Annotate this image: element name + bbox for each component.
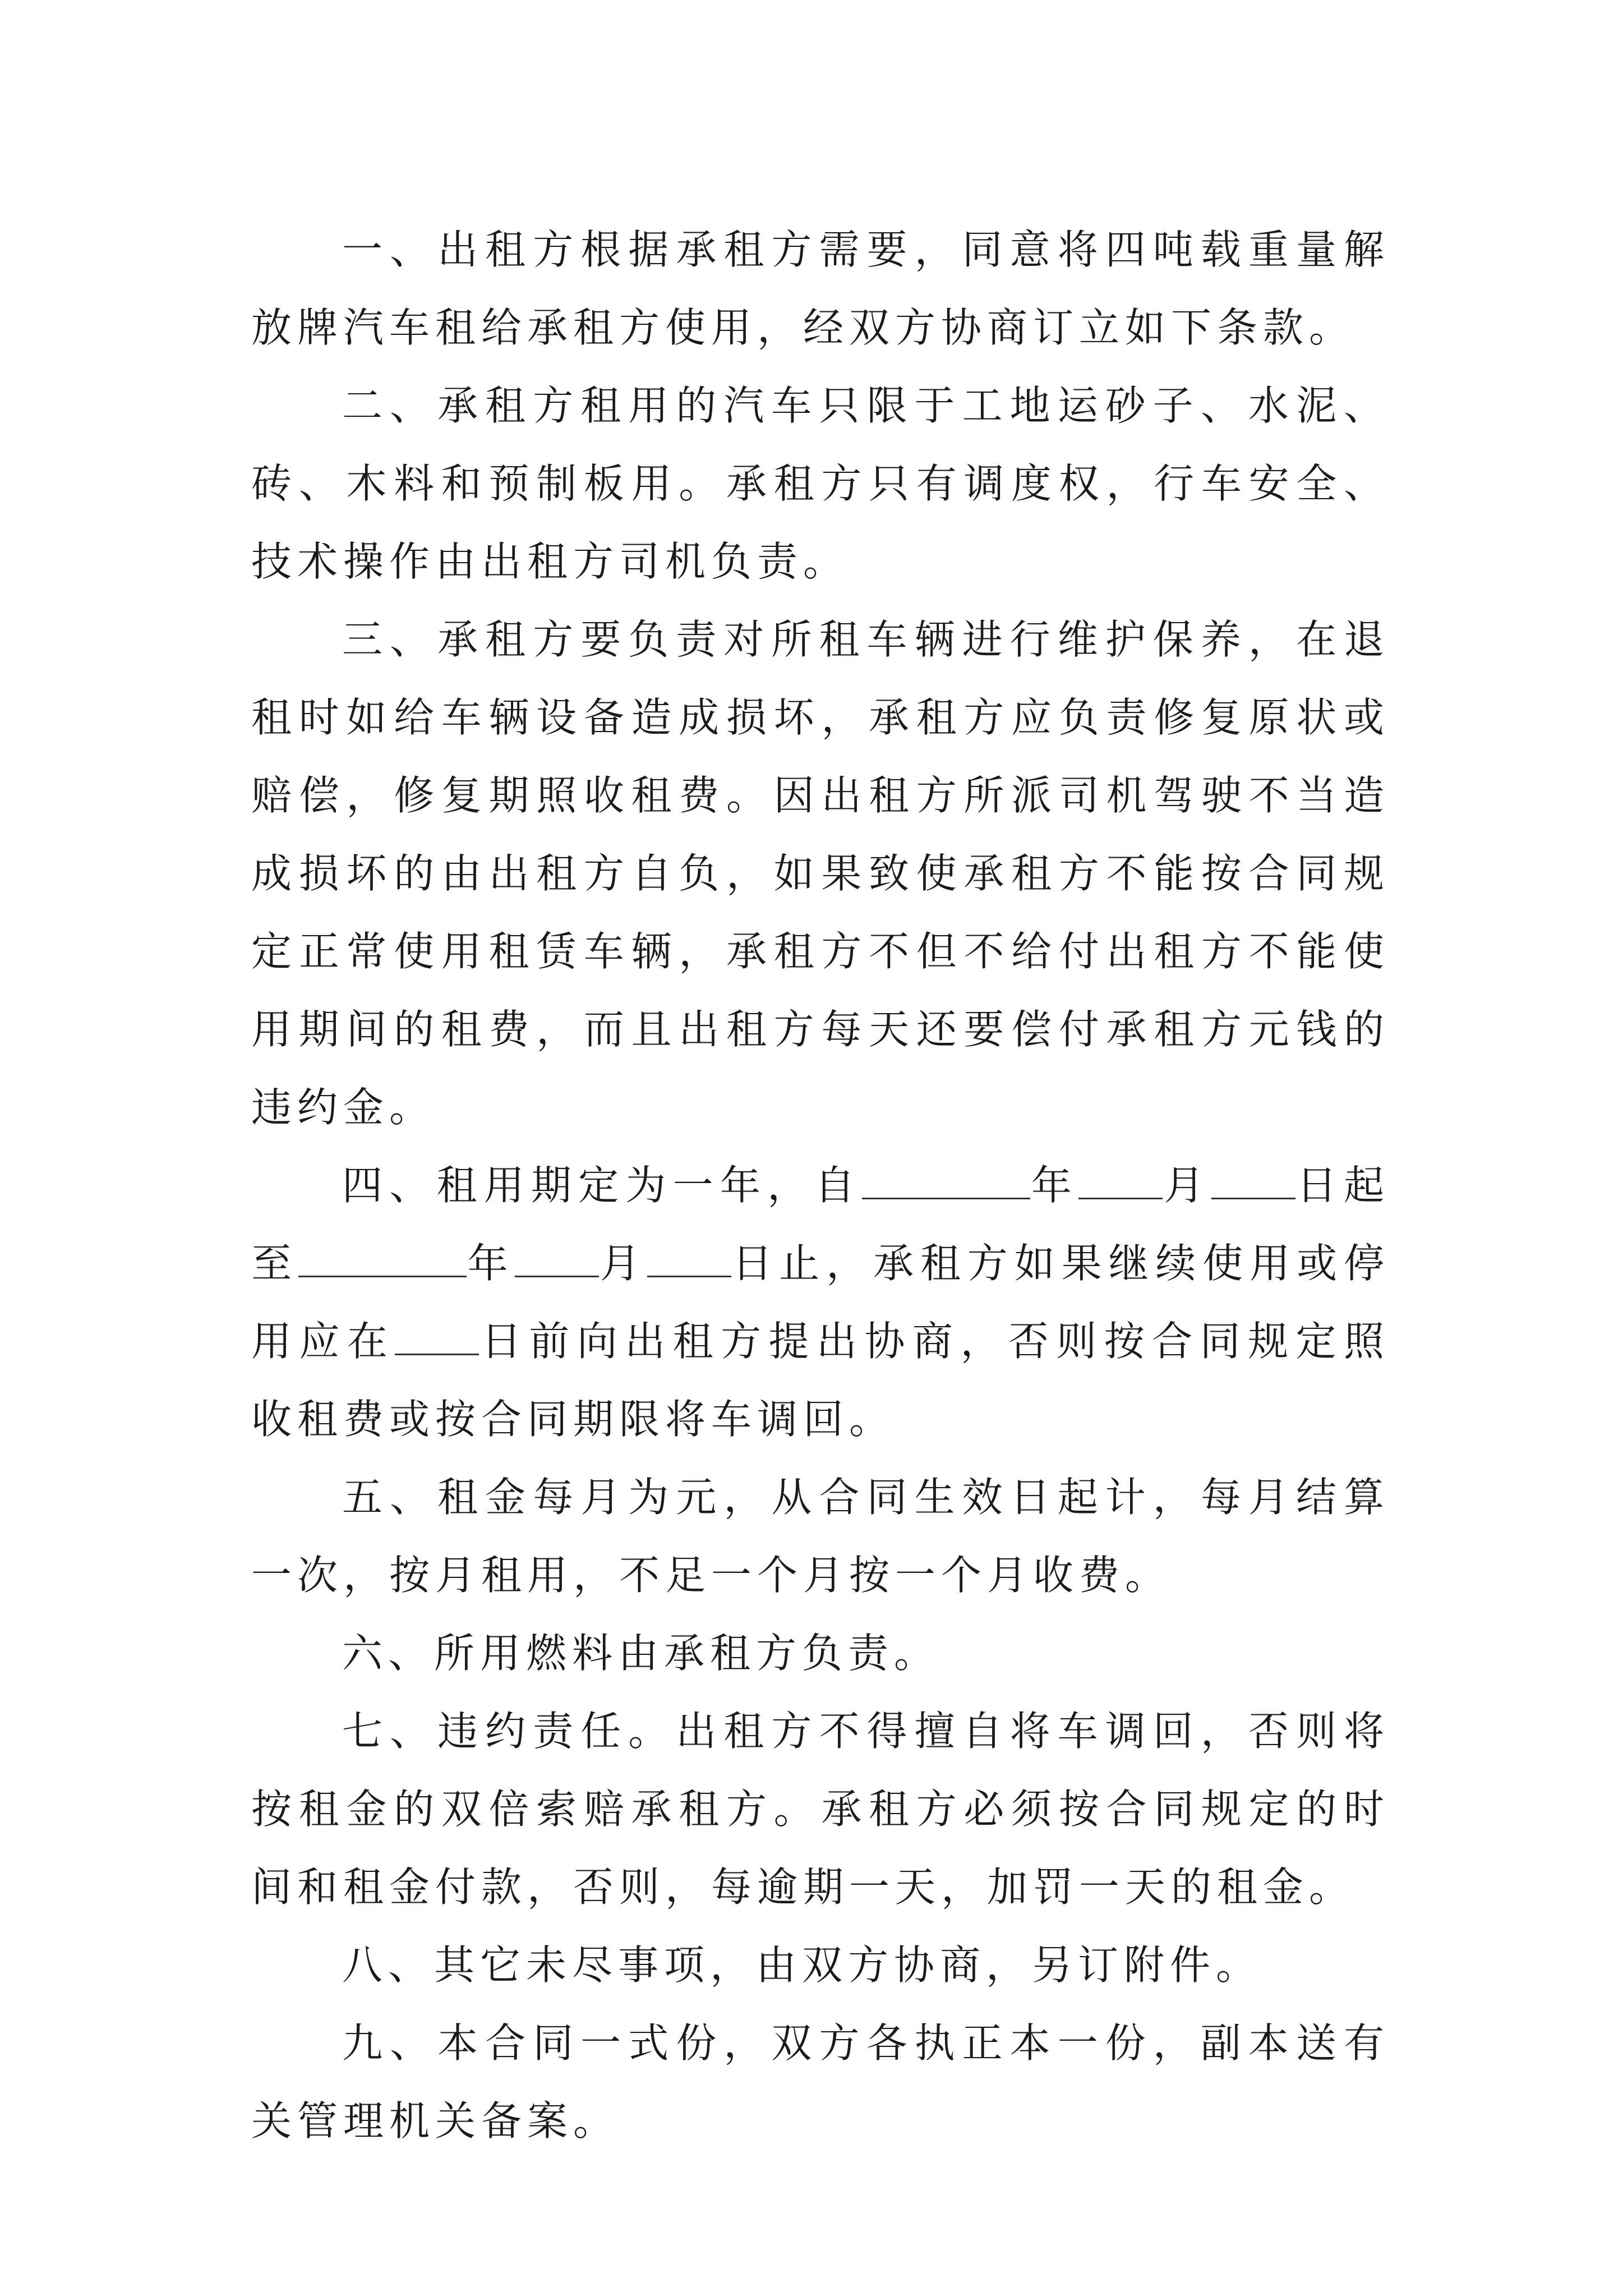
clause-4-text-1: 四、租用期定为一年，自: [342, 1162, 862, 1209]
clause-4-text-4: 日起至: [251, 1162, 1390, 1287]
clause-6: 六、所用燃料由承租方负责。: [342, 1630, 940, 1677]
contract-body: [251, 211, 1390, 2160]
clause-1: 一、出租方根据承租方需要，同意将四吨载重量解放牌汽车租给承租方使用，经双方协商订立如下条款。: [251, 226, 1390, 351]
end-day-blank: [647, 1236, 731, 1277]
clause-4-text-6: 月: [598, 1240, 647, 1287]
clause-4-text-8: 日前向出租方提出协商，否则按合同规定照收租费或按合同期限将车调回。: [251, 1318, 1390, 1443]
clause-4-text-5: 年: [466, 1240, 515, 1287]
clause-4: [251, 1147, 1390, 1458]
start-day-blank: [1211, 1158, 1295, 1199]
clause-9: 九、本合同一式份，双方各执正本一份，副本送有关管理机关备案。: [251, 2019, 1390, 2145]
clause-7: 七、违约责任。出租方不得擅自将车调回，否则将按租金的双倍索赔承租方。承租方必须按合同规定的时间和租金付款，否则，每逾期一天，加罚一天的租金。: [251, 1708, 1390, 1911]
end-year-blank: [298, 1236, 467, 1277]
clause-4-text-7: 日止，承租方如果继续使用或停用应在: [251, 1240, 1390, 1365]
clause-3: 三、承租方要负责对所租车辆进行维护保养，在退租时如给车辆设备造成损坏，承租方应负责修复原状或赔偿，修复期照收租费。因出租方所派司机驾驶不当造成损坏的由出租方自负，如果致使承租方不能按合同规定正常使用租赁车辆，承租方不但不给付出租方不能使用期间的租费，而且出租方每天还要偿付承租方元钱的违约金。: [251, 616, 1390, 1131]
clause-4-text-3: 月: [1163, 1162, 1211, 1209]
notice-days-blank: [395, 1314, 479, 1355]
clause-8: 八、其它未尽事项，由双方协商，另订附件。: [342, 1941, 1262, 1989]
clause-4-text-2: 年: [1030, 1162, 1079, 1209]
start-month-blank: [1078, 1158, 1163, 1199]
clause-5: 五、租金每月为元，从合同生效日起计，每月结算一次，按月租用，不足一个月按一个月收费。: [251, 1474, 1390, 1599]
clause-2: 二、承租方租用的汽车只限于工地运砂子、水泥、砖、木料和预制板用。承租方只有调度权，行车安全、技术操作由出租方司机负责。: [251, 382, 1390, 585]
end-month-blank: [515, 1236, 599, 1277]
start-year-blank: [862, 1158, 1030, 1199]
